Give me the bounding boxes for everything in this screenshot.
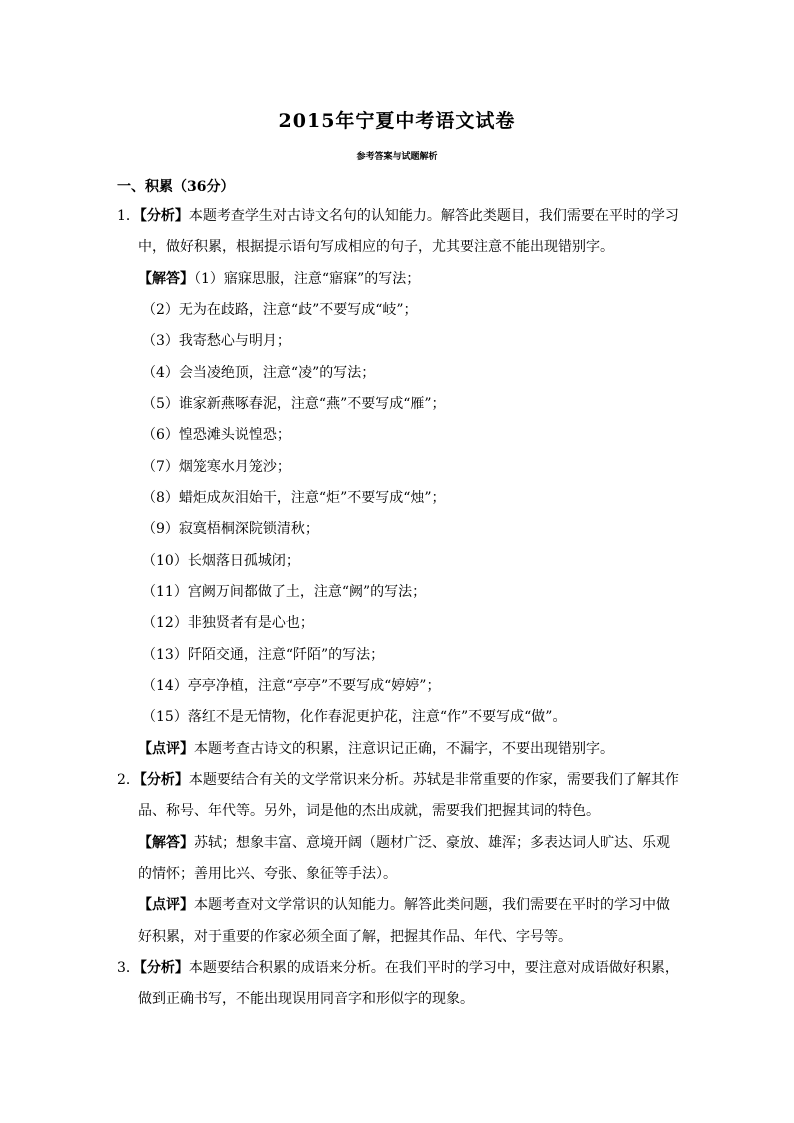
q2-answer-line-2: 的情怀；善用比兴、夸张、象征等手法）。 — [138, 866, 397, 882]
q3-number: 3． — [117, 960, 140, 976]
q1-answer-3: （3）我寄愁心与明月； — [142, 333, 291, 349]
q1-analysis-tag: 【分析】 — [139, 208, 189, 224]
document-subtitle: 参考答案与试题解析 — [356, 152, 438, 162]
q1-answer-4: （4）会当凌绝顶，注意“凌”的写法； — [142, 365, 376, 381]
q3-analysis-line-1 — [117, 959, 679, 977]
q2-answer-tag: 【解答】 — [138, 835, 194, 851]
q3-analysis-text-1: 本题要结合积累的成语来分析。在我们平时的学习中，要注意对成语做好积累， — [188, 960, 679, 976]
q2-analysis-tag: 【分析】 — [139, 772, 189, 788]
q1-answer-line-1 — [138, 270, 420, 288]
q1-answer-6: （6）惶恐滩头说惶恐； — [142, 427, 291, 443]
q3-analysis-tag: 【分析】 — [139, 960, 189, 976]
q1-review-tag: 【点评】 — [138, 741, 194, 757]
q1-answer-10: （10）长烟落日孤城闭； — [142, 553, 300, 569]
document-title: 2015年宁夏中考语文试卷 — [278, 110, 516, 132]
q1-analysis-line-1 — [117, 207, 679, 225]
q1-answer-8: （8）蜡炬成灰泪始干，注意“炬”不要写成“烛”； — [142, 490, 446, 506]
q1-answer-2: （2）无为在歧路，注意“歧”不要写成“岐”； — [142, 302, 418, 318]
q2-analysis-line-2: 品、称号、年代等。另外，词是他的杰出成就，需要我们把握其词的特色。 — [138, 803, 600, 819]
q1-answer-9: （9）寂寞梧桐深院锁清秋； — [142, 521, 319, 537]
q1-number: 1． — [117, 208, 140, 224]
q2-answer-line-1 — [138, 834, 670, 852]
q1-answer-5: （5）谁家新燕啄春泥，注意“燕”不要写成“雁”； — [142, 396, 446, 412]
q1-answer-13: （13）阡陌交通，注意“阡陌”的写法； — [142, 647, 385, 663]
q1-answer-1: （1）寤寐思服，注意“寤寐”的写法； — [194, 271, 421, 287]
q1-analysis-text-1: 本题考查学生对古诗文名句的认知能力。解答此类题目，我们需要在平时的学习 — [188, 208, 679, 224]
q2-review-line-2: 好积累，对于重要的作家必须全面了解，把握其作品、年代、字号等。 — [138, 929, 572, 945]
q1-analysis-line-2: 中，做好积累，根据提示语句写成相应的句子，尤其要注意不能出现错别字。 — [138, 239, 614, 255]
q1-answer-tag: 【解答】 — [138, 271, 194, 287]
q1-review-text: 本题考查古诗文的积累，注意识记正确，不漏字，不要出现错别字。 — [194, 741, 614, 757]
q2-analysis-text-1: 本题要结合有关的文学常识来分析。苏轼是非常重要的作家，需要我们了解其作 — [188, 772, 679, 788]
q2-answer-text-1: 苏轼；想象丰富、意境开阔（题材广泛、豪放、雄浑；多表达词人旷达、乐观 — [194, 835, 670, 851]
q2-review-line-1 — [138, 896, 670, 914]
q1-answer-12: （12）非独贤者有是心也； — [142, 615, 314, 631]
q1-answer-11: （11）宫阙万间都做了土，注意“阙”的写法； — [142, 584, 427, 600]
q2-number: 2． — [117, 772, 140, 788]
q2-review-text-1: 本题考查对文学常识的认知能力。解答此类问题，我们需要在平时的学习中做 — [194, 897, 670, 913]
q2-review-tag: 【点评】 — [138, 897, 194, 913]
q2-analysis-line-1 — [117, 771, 679, 789]
section-heading: 一、积累（36分） — [117, 179, 235, 195]
q1-review-line — [138, 740, 614, 758]
q1-answer-7: （7）烟笼寒水月笼沙； — [142, 459, 291, 475]
q1-answer-15: （15）落红不是无情物，化作春泥更护花，注意“作”不要写成“做”。 — [142, 709, 567, 725]
q3-analysis-line-2: 做到正确书写，不能出现误用同音字和形似字的现象。 — [138, 991, 474, 1007]
q1-answer-14: （14）亭亭净植，注意“亭亭”不要写成“婷婷”； — [142, 678, 441, 694]
